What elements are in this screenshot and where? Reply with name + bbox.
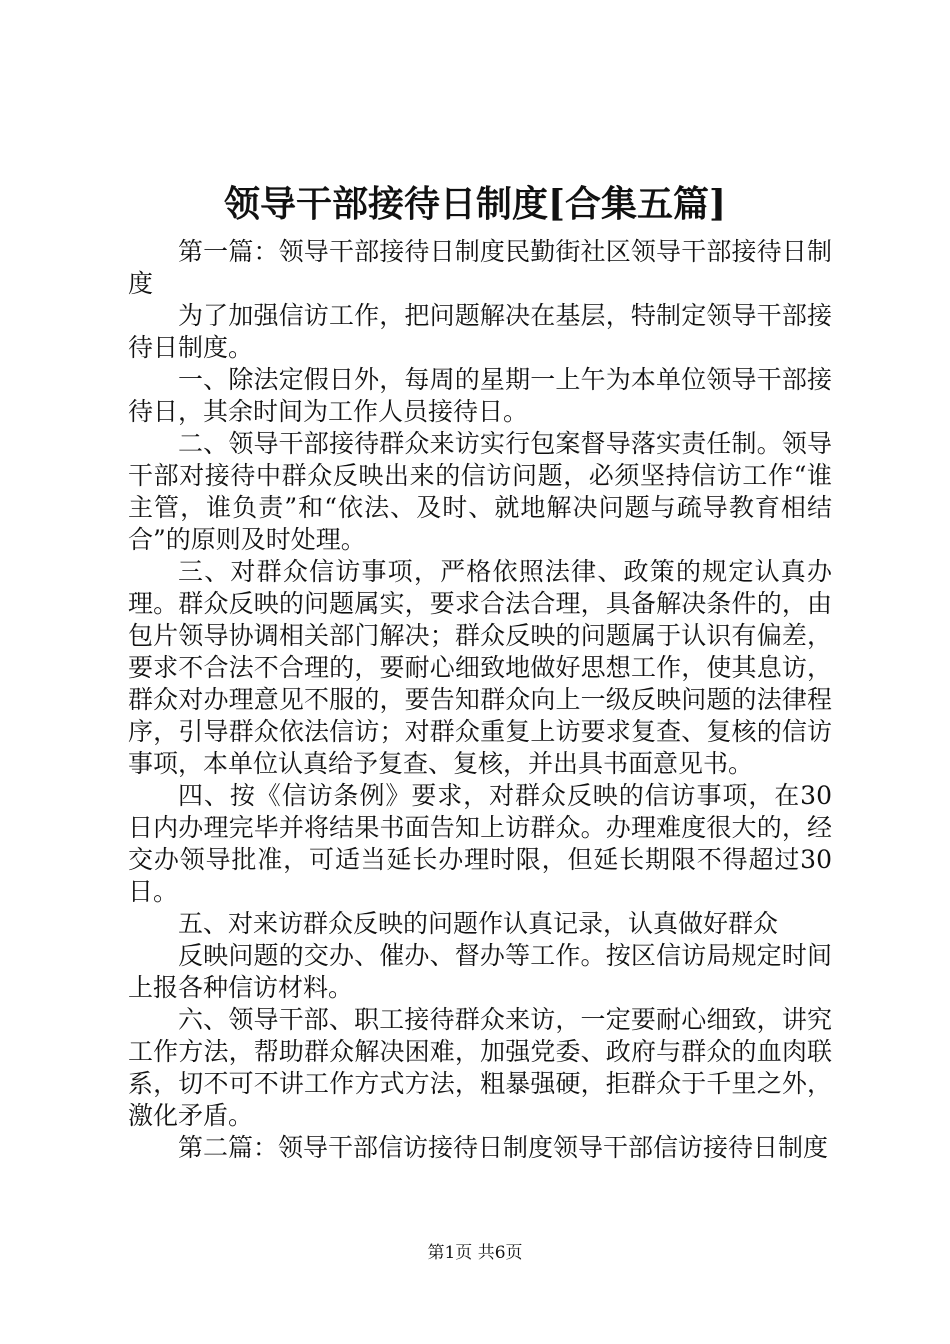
document-title: 领导干部接待日制度[合集五篇] [223, 183, 727, 225]
paragraph-part1-heading: 第一篇：领导干部接待日制度民勤街社区领导干部接待日制度 [128, 237, 832, 298]
paragraph-item-2: 二、领导干部接待群众来访实行包案督导落实责任制。领导干部对接待中群众反映出来的信访问题，必须坚持信访工作“谁主管，谁负责”和“依法、及时、就地解决问题与疏导教育相结合”的原则及时处理。 [128, 429, 832, 554]
paragraph-item-1: 一、除法定假日外，每周的星期一上午为本单位领导干部接待日，其余时间为工作人员接待日。 [128, 365, 832, 426]
paragraph-item-4: 四、按《信访条例》要求，对群众反映的信访事项，在30日内办理完毕并将结果书面告知上访群众。办理难度很大的，经交办领导批准，可适当延长办理时限，但延长期限不得超过30日。 [128, 781, 832, 906]
paragraph-item-6: 六、领导干部、职工接待群众来访，一定要耐心细致，讲究工作方法，帮助群众解决困难，加强党委、政府与群众的血肉联系，切不可不讲工作方式方法，粗暴强硬，拒群众于千里之外，激化矛盾。 [128, 1005, 832, 1130]
paragraph-item-5-continued: 反映问题的交办、催办、督办等工作。按区信访局规定时间上报各种信访材料。 [128, 941, 832, 1002]
paragraph-intro: 为了加强信访工作，把问题解决在基层，特制定领导干部接待日制度。 [128, 301, 832, 362]
document-body [128, 236, 832, 1164]
paragraph-item-5: 五、对来访群众反映的问题作认真记录，认真做好群众 [178, 909, 779, 938]
page-number-footer: 第1页 共6页 [427, 1243, 523, 1263]
paragraph-item-3: 三、对群众信访事项，严格依照法律、政策的规定认真办理。群众反映的问题属实，要求合法合理，具备解决条件的，由包片领导协调相关部门解决；群众反映的问题属于认识有偏差，要求不合法不合理的，要耐心细致地做好思想工作，使其息访，群众对办理意见不服的，要告知群众向上一级反映问题的法律程序，引导群众依法信访；对群众重复上访要求复查、复核的信访事项，本单位认真给予复查、复核，并出具书面意见书。 [128, 557, 832, 778]
paragraph-part2-heading: 第二篇：领导干部信访接待日制度领导干部信访接待日制度 [178, 1133, 829, 1162]
